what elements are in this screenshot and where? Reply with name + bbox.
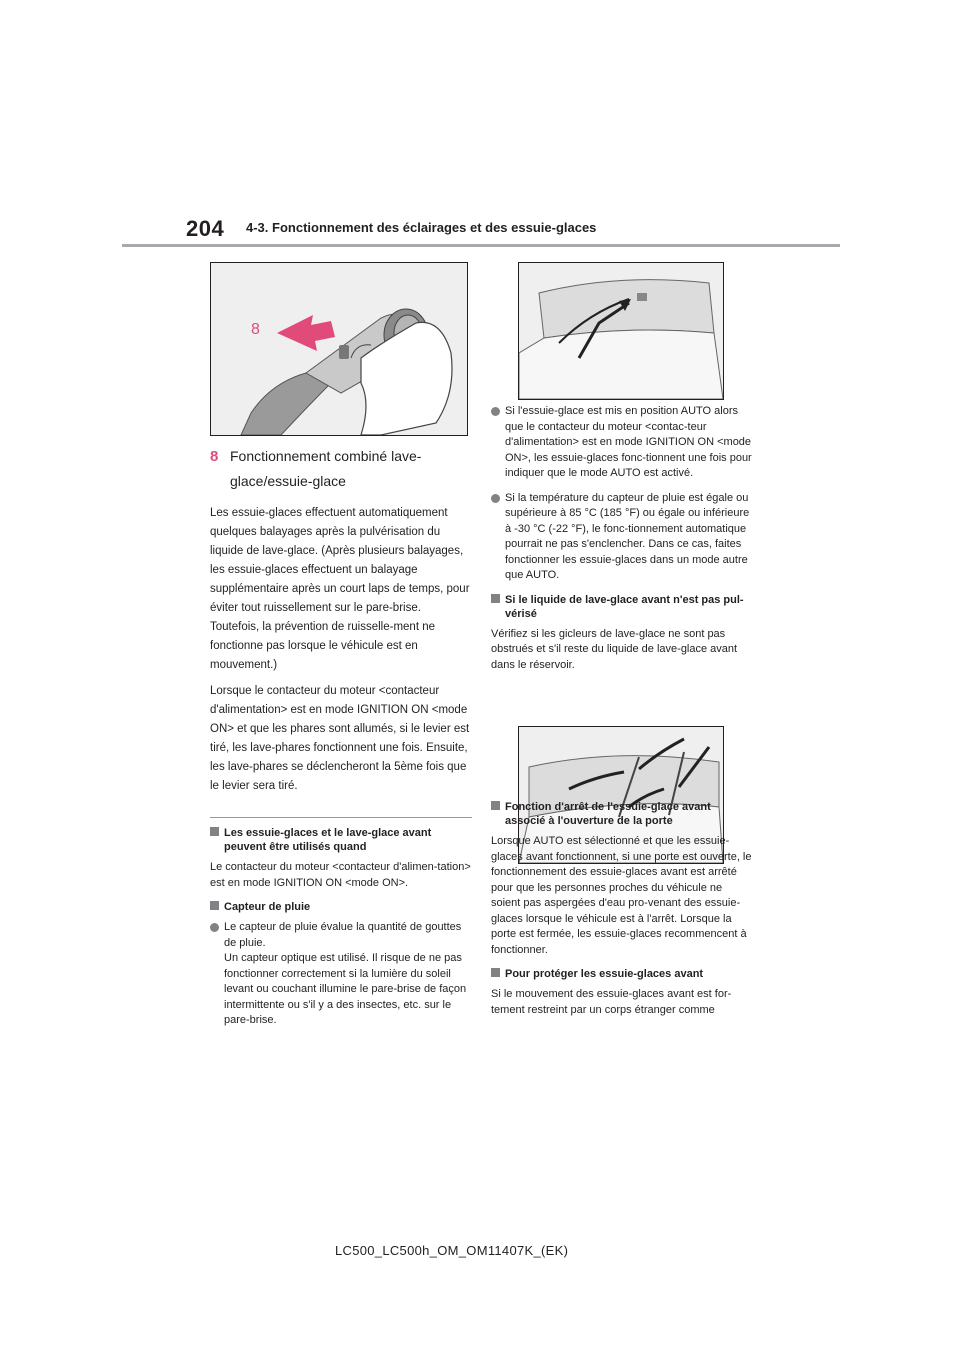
washer-fluid-heading: Si le liquide de lave-glace avant n'est pas pul-vérisé [491,593,753,621]
step-number: 8 [210,448,219,465]
door-stop-heading: Fonction d'arrêt de l'essuie-glace avant associé à l'ouverture de la porte [491,800,753,828]
right-column [491,404,753,1027]
usage-text: Le contacteur du moteur <contacteur d'alimen-tation> est en mode IGNITION ON <mode ON>. [210,861,471,889]
door-stop-text: Lorsque AUTO est sélectionné et que les essuie-glaces avant fonctionnent, si une porte est ouverte, le fonctionnement des essuie-glaces avant est arrêté pour que les personnes proches du véhicule ne soient pas aspergées d'eau pro-venant des essuie-glaces lorsque le véhicule est à l'arrêt. Lorsque la porte est fermée, les essuie-glaces recommencent à fonctionner. [491,835,752,956]
step-8-paragraph-1: Les essuie-glaces effectuent automatiquement quelques balayages après la pulvérisation du liquide de lave-glace. (Après plusieurs balayages, les essuie-glaces effectuent un balayage supplémentaire après un court laps de temps, pour éviter tout ruissellement sur le pare-brise. Toutefois, la prévention de ruisselle-ment ne fonctionne pas lorsque le véhicule est en mouvement.) [210,507,470,671]
step-8 [210,444,472,494]
protect-wipers-heading: Pour protéger les essuie-glaces avant [491,967,753,981]
usage-heading: Les essuie-glaces et le lave-glace avant peuvent être utilisés quand [210,826,472,854]
washer-fluid-text: Vérifiez si les gicleurs de lave-glace ne sont pas obstrués et s'il reste du liquide de lave-glace avant dans le réservoir. [491,627,738,671]
rain-sensor-illustration [518,262,724,400]
step-title: Fonctionnement combiné lave-glace/essuie-glace [230,448,422,489]
section-divider [210,817,472,818]
wiper-lever-illustration [210,262,468,436]
rain-sensor-bullet: Le capteur de pluie évalue la quantité de gouttes de pluie. Un capteur optique est utilisé. Il risque de ne pas fonctionner correctement si la lumière du soleil levant ou couchant illumine le pare-brise de façon intermittente ou s'il y a des insectes, etc. sur le pare-brise. [210,920,472,1029]
temperature-bullet: Si la température du capteur de pluie est égale ou supérieure à 85 °C (185 °F) ou égale ou inférieure à -30 °C (-22 °F), le fonc-tionnement automatique pourrait ne pas s'enclencher. Dans ce cas, faites fonctionner les essuie-glaces dans un mode autre que AUTO. [491,491,753,584]
protect-wipers-text: Si le mouvement des essuie-glaces avant est for-tement restreint par un corps étranger comme [491,988,732,1016]
document-code: LC500_LC500h_OM_OM11407K_(EK) [335,1243,569,1258]
header-divider [122,244,840,247]
left-column [210,444,472,1038]
callout-8: 8 [251,321,260,338]
auto-mode-bullet: Si l'essuie-glace est mis en position AUTO alors que le contacteur du moteur <contac-teur d'alimentation> est en mode IGNITION ON <mode ON>, les essuie-glaces fonc-tionnent une fois pour indiquer que le mode AUTO est activé. [491,404,753,482]
rain-sensor-heading: Capteur de pluie [210,900,472,914]
page-number: 204 [186,216,225,241]
step-8-paragraph-2: Lorsque le contacteur du moteur <contacteur d'alimentation> est en mode IGNITION ON <mode ON> et que les phares sont allumés, si le levier est tiré, les lave-phares fonctionnent une fois. Ensuite, les lave-phares se déclencheront la 5ème fois que le levier sera tiré. [210,685,470,792]
section-title: 4-3. Fonctionnement des éclairages et des essuie-glaces [246,220,597,235]
